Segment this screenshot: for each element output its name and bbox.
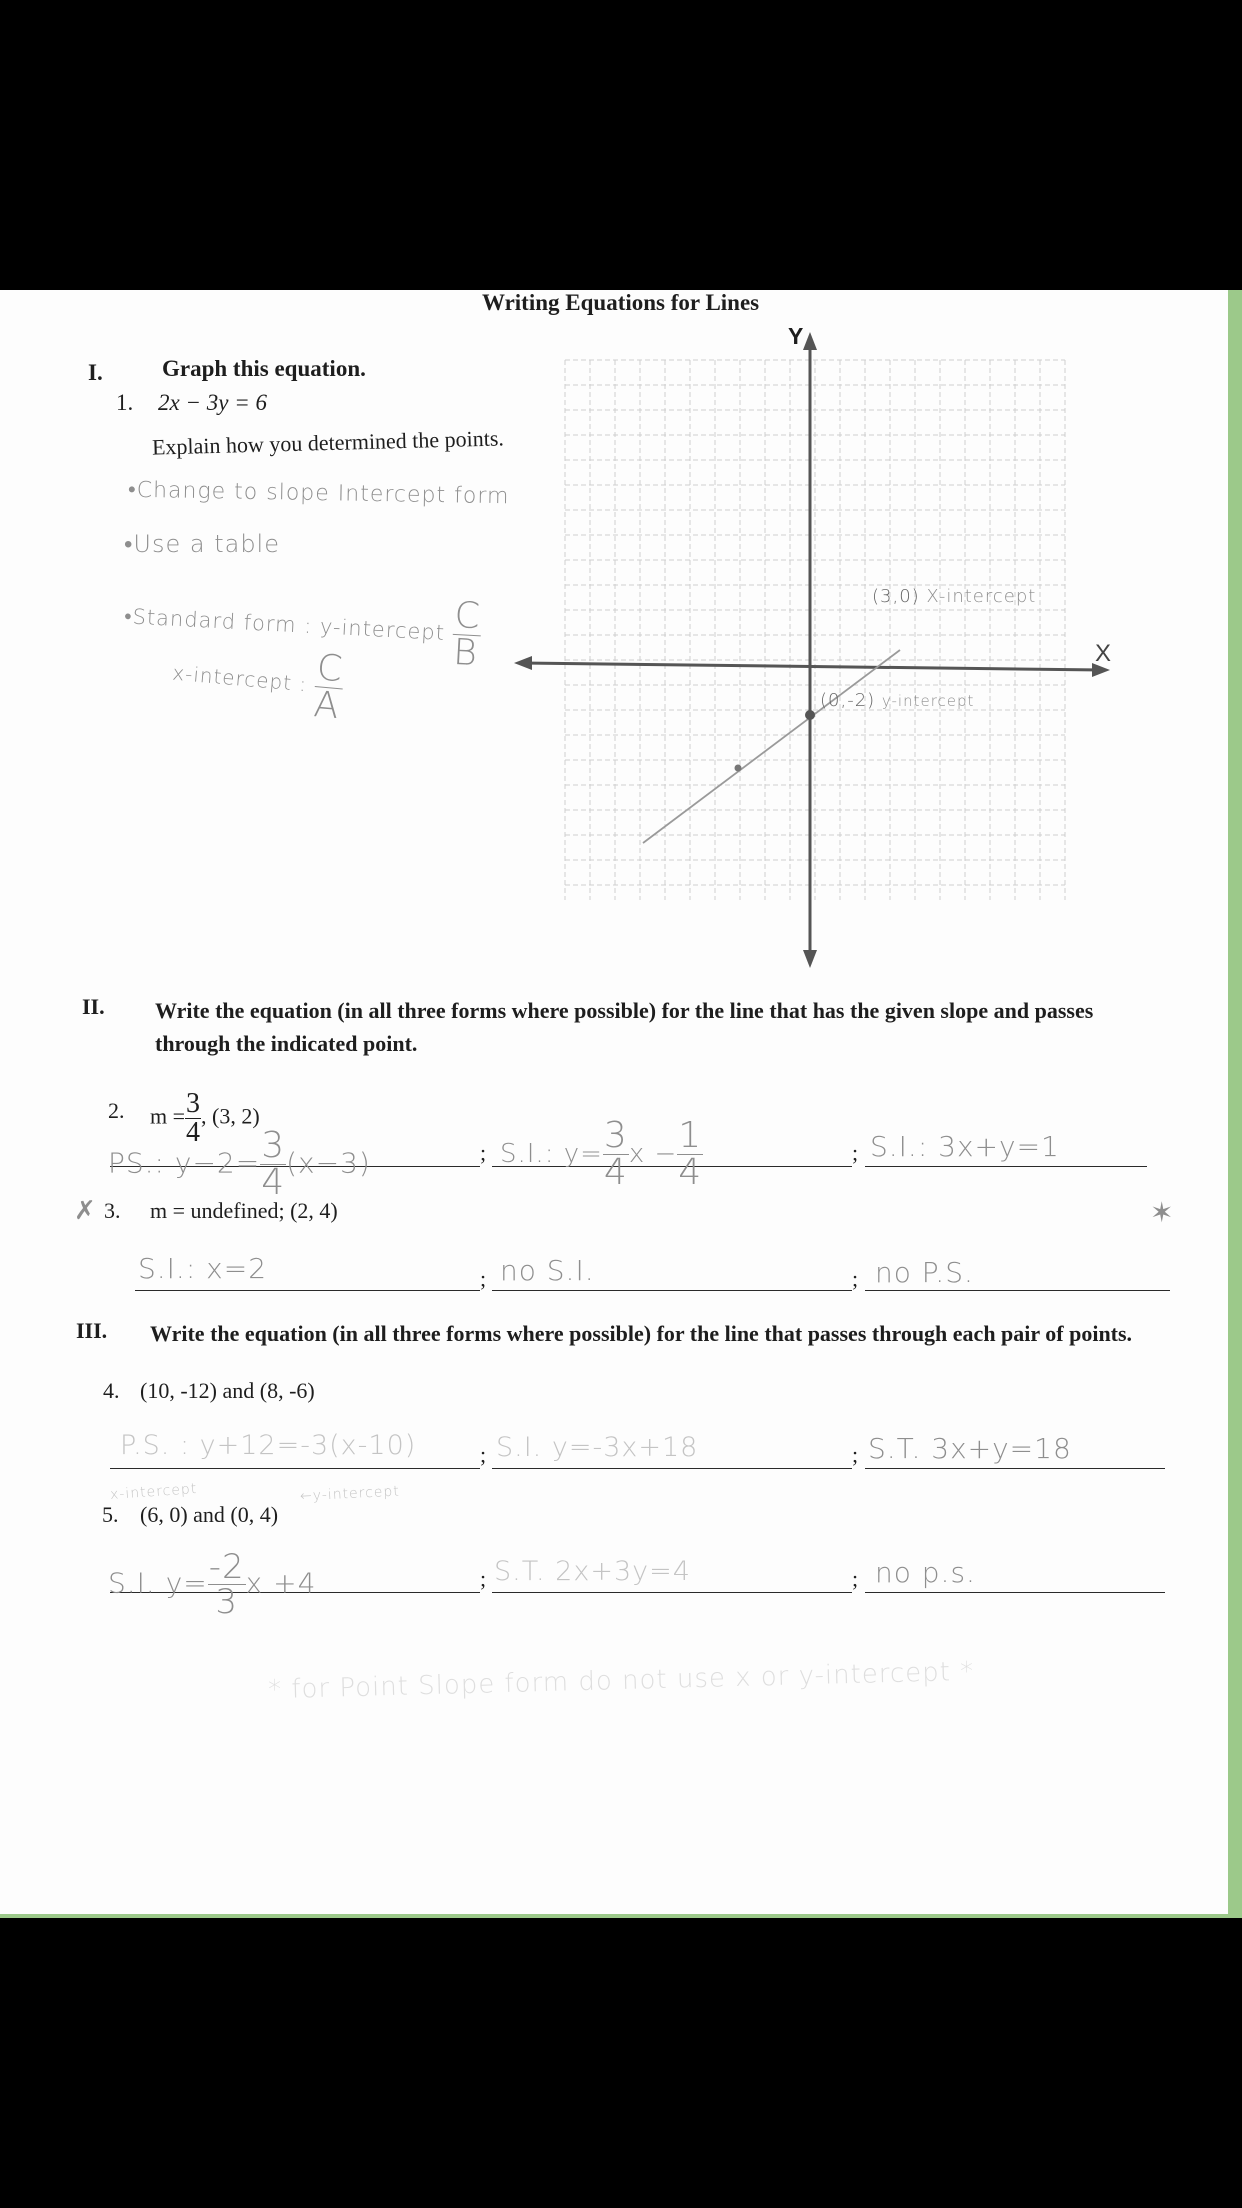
graph-grid bbox=[565, 360, 1065, 900]
note-slope-intercept: •Change to slope Intercept form bbox=[127, 477, 510, 510]
p5-note-x: x-intercept bbox=[109, 1480, 198, 1504]
explain-prompt: Explain how you determined the points. bbox=[151, 425, 505, 460]
p3-answer-line-1 bbox=[135, 1290, 480, 1291]
problem-4-number: 4. bbox=[103, 1378, 120, 1403]
semicolon: ; bbox=[852, 1140, 859, 1165]
x-intercept-label: (3,0) X-intercept bbox=[872, 586, 1037, 607]
p4-point-slope: P.S. : y+12=-3(x-10) bbox=[120, 1430, 417, 1461]
semicolon: ; bbox=[852, 1266, 859, 1291]
x-axis-label: X bbox=[1095, 640, 1112, 667]
section-1-roman: I. bbox=[88, 360, 103, 385]
y-axis-arrow-up bbox=[803, 332, 817, 350]
p5-standard-form: S.T. 2x+3y=4 bbox=[494, 1556, 691, 1587]
p2-point-slope: PS.: y−2= $\frac{3}{4}$ (x−3) bbox=[108, 1125, 371, 1203]
point-y-intercept bbox=[805, 710, 815, 720]
section-2-heading: Write the equation (in all three forms where possible) for the line that has the given slope and passes through the indicated point. bbox=[155, 998, 1094, 1056]
problem-5-number: 5. bbox=[102, 1502, 119, 1527]
point-extra bbox=[735, 765, 742, 772]
p3-answer-3: no P.S. bbox=[875, 1256, 974, 1289]
plotted-line bbox=[643, 650, 900, 843]
p4-standard-form: S.T. 3x+y=18 bbox=[868, 1432, 1072, 1465]
problem-2-number: 2. bbox=[108, 1098, 125, 1123]
section-3-heading: Write the equation (in all three forms where possible) for the line that passes through each pair of points. bbox=[150, 1321, 1133, 1346]
problem-1-number: 1. bbox=[116, 390, 134, 415]
y-axis-arrow-down bbox=[803, 950, 817, 968]
problem-3-number: 3. bbox=[104, 1198, 121, 1223]
semicolon: ; bbox=[480, 1266, 487, 1291]
p3-answer-line-3 bbox=[865, 1290, 1170, 1291]
y-intercept-label: (0,-2) y-intercept bbox=[820, 690, 975, 711]
p2-slope-intercept: S.I.: y= $\frac{3}{4}$ x − $\frac{1}{4}$ bbox=[500, 1115, 703, 1193]
problem-5-given: (6, 0) and (0, 4) bbox=[140, 1502, 279, 1527]
problem-4-given: (10, -12) and (8, -6) bbox=[140, 1378, 315, 1403]
footer-note: * for Point Slope form do not use x or y-intercept * bbox=[267, 1656, 975, 1706]
worksheet-page bbox=[0, 290, 1242, 1918]
section-1-heading: Graph this equation. bbox=[162, 356, 366, 381]
semicolon: ; bbox=[480, 1442, 487, 1467]
semicolon: ; bbox=[480, 1140, 487, 1165]
p4-answer-line-1 bbox=[110, 1468, 480, 1469]
page-title: Writing Equations for Lines bbox=[482, 290, 760, 315]
p4-answer-line-3 bbox=[865, 1468, 1165, 1469]
semicolon: ; bbox=[480, 1566, 487, 1591]
section-3-roman: III. bbox=[76, 1318, 108, 1343]
problem-2-given: m = $\frac{3}{4}$ , (3, 2) bbox=[150, 1088, 260, 1148]
p2-standard-form: S.I.: 3x+y=1 bbox=[870, 1130, 1060, 1163]
semicolon: ; bbox=[852, 1566, 859, 1591]
coordinate-graph bbox=[510, 320, 1110, 980]
p5-note-y: ←y-intercept bbox=[299, 1483, 401, 1505]
p3-answer-2: no S.I. bbox=[500, 1254, 595, 1287]
p5-slope-intercept: S.I. y= $\frac{-2}{3}$ x +4 bbox=[108, 1547, 317, 1622]
p3-answer-line-2 bbox=[492, 1290, 852, 1291]
p4-answer-line-2 bbox=[492, 1468, 852, 1469]
problem-1-equation: 2x − 3y = 6 bbox=[158, 390, 267, 415]
problem-3-given: m = undefined; (2, 4) bbox=[150, 1198, 338, 1223]
p4-slope-intercept: S.I. y=-3x+18 bbox=[496, 1432, 699, 1463]
note-use-table: •Use a table bbox=[124, 530, 280, 558]
note-standard-form: •Standard form : y-intercept $\frac{C}{B}$ bbox=[123, 594, 482, 675]
y-axis-label: Y bbox=[788, 323, 804, 349]
section-2-roman: II. bbox=[82, 994, 105, 1019]
p5-answer-3: no p.s. bbox=[875, 1556, 976, 1589]
p3-mark: ✗ bbox=[74, 1196, 97, 1226]
p5-answer-line-3 bbox=[865, 1592, 1165, 1593]
p2-answer-line-3 bbox=[865, 1166, 1147, 1167]
p3-answer-1: S.I.: x=2 bbox=[138, 1252, 268, 1285]
note-x-intercept: x-intercept : $\frac{C}{A}$ bbox=[171, 647, 345, 728]
p5-answer-line-2 bbox=[492, 1592, 852, 1593]
x-axis-arrow-left bbox=[514, 656, 532, 670]
p3-star: ✶ bbox=[1150, 1196, 1175, 1229]
semicolon: ; bbox=[852, 1442, 859, 1467]
